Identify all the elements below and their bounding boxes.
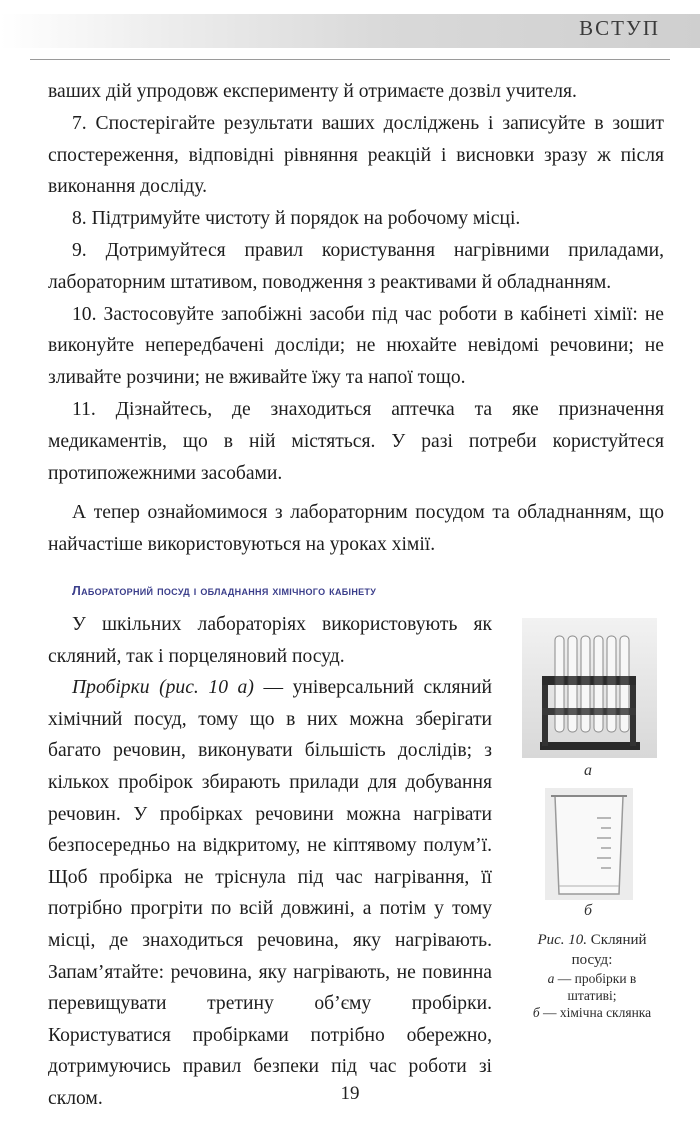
caption-b-letter: б — [532, 1005, 540, 1020]
intro-paragraph: У шкільних лабораторіях використовують як скляний, так і порцеляновий посуд. — [48, 614, 492, 667]
paragraph: 7. Спостерігайте результати ваших досліджень і записуйте в зошит спостереження, відповідні рівняння реакцій і висновки зразу ж після виконання досліду. — [48, 112, 664, 198]
paragraph: 8. Підтримуйте чистоту й порядок на робочому місці. — [72, 208, 521, 230]
main-text — [48, 76, 664, 561]
paragraph: 11. Дізнайтесь, де знаходиться аптечка та яке призначення медикаментів, що в ній містяться. У разі потреби користуйтеся протипожежними засобами. — [48, 398, 664, 484]
caption-a-letter: а — [547, 971, 555, 986]
caption-text: Скляний посуд: — [571, 932, 647, 968]
column-text — [48, 609, 492, 1115]
section-title: ВСТУП — [579, 16, 660, 40]
caption-b-text: — хімічна склянка — [539, 1005, 652, 1020]
test-tubes-rack-image — [522, 618, 657, 758]
section-heading: Лабораторний посуд і обладнання хімічного кабінету — [72, 584, 377, 598]
tubes-term: Пробірки (рис. 10 а) — [72, 677, 254, 699]
tubes-paragraph — [48, 672, 492, 1114]
paragraph: 10. Застосовуйте запобіжні засоби під час роботи в кабінеті хімії: не виконуйте непередбачені досліди; не нюхайте невідомі речовини; не зливайте розчини; не вживайте їжу та напої тощо. — [48, 303, 664, 389]
header-divider — [30, 59, 670, 60]
figure-label-b: б — [584, 902, 593, 919]
tubes-text: — універсальний скляний хімічний посуд, тому що в них можна зберігати багато речовин, виконувати більшість дослідів; з кількох пробірок збирають прилади для добування речовин. У пробірках речовини можна нагрівати безпосередньо на відкритому, не кіптявому полум’ї. Щоб пробірка не тріснула під час нагрівання, її потрібно прогріти по всій довжині, а потім у тому місці, де знаходиться речовина, яку нагрівають. Запам’ятайте: речовина, яку нагрівають, не повинна перевищувати третину об’єму пробірки. Користуватися пробірками потрібно обережно, дотримуючись правил безпеки під час роботи зі склом. — [48, 677, 492, 1109]
caption-title: Рис. 10. — [537, 932, 588, 948]
figure-caption — [522, 930, 662, 1021]
paragraph: 9. Дотримуйтеся правил користування нагрівними приладами, лабораторним штативом, поводження з реактивами й обладнанням. — [48, 239, 664, 293]
beaker-image — [545, 788, 633, 900]
page-number: 19 — [340, 1083, 360, 1104]
caption-a-text: — пробірки в штативі; — [554, 971, 637, 1003]
paragraph: А тепер ознайомимося з лабораторним посудом та обладнанням, що найчастіше використовуються на уроках хімії. — [48, 502, 664, 556]
paragraph: ваших дій упродовж експерименту й отримаєте дозвіл учителя. — [48, 81, 577, 102]
figure-label-a: а — [584, 762, 592, 779]
